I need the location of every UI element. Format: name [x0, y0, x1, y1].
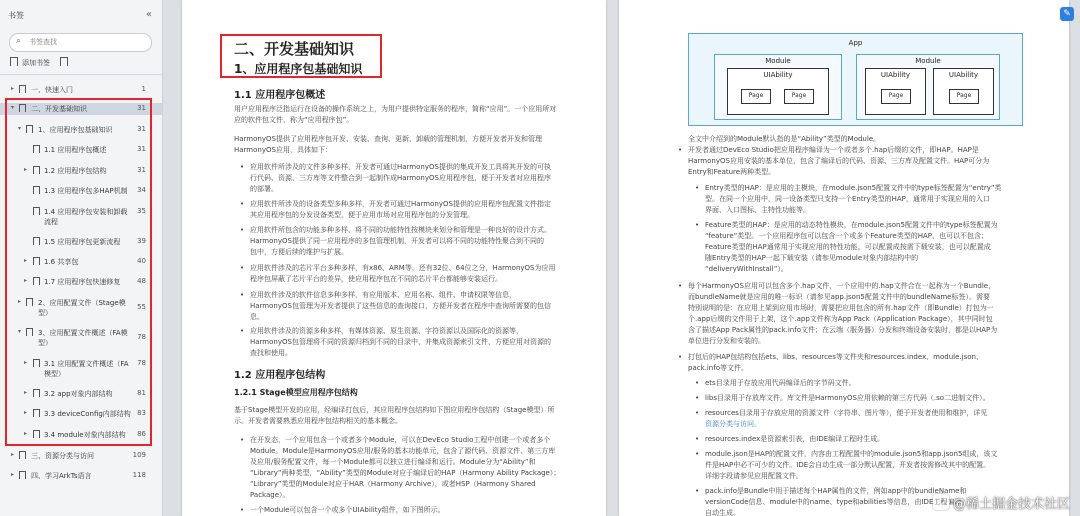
diagram-uiability	[865, 68, 926, 115]
paragraph-line: “Library”两种类型，“Ability”类型的Module对应于编译后的HAP（Harmony Ability Package）；	[250, 469, 561, 477]
toc-label: 型）	[38, 339, 52, 347]
bullet-line: • 打包后的HAP包结构包括ets、libs、resources等文件夹和resources.index、module.json、	[688, 352, 983, 363]
toc-label: 二、开发基础知识	[31, 105, 87, 113]
paragraph-line: 息。	[250, 313, 264, 321]
toc-page: 86	[137, 430, 146, 438]
diagram-page: Page	[741, 89, 771, 104]
diagram-page: Page	[881, 89, 911, 104]
bullet-line: • Entry类型的HAP：是应用的主模块，在module.json5配置文件中的type标签配置为“entry”类	[705, 183, 1002, 194]
paragraph-line: 特别说明的是：在应用上架到应用市场时，需要把应用包含的所有.hap文件（即Bundle）打包为一	[688, 304, 994, 312]
toc-item[interactable]	[0, 85, 162, 95]
toc-page: 31	[137, 104, 146, 112]
floating-tool-icon[interactable]: ✎	[1060, 7, 1074, 21]
toc-label: 2、应用配置文件（Stage模	[38, 299, 126, 307]
bullet-line: • Feature类型的HAP：是应用的动态特性模块，在module.json5配置文件中的type标签配置为	[705, 220, 998, 231]
bullet-line: • pack.info是Bundle中用于描述每个HAP属性的文件，例如app中的bundleName和	[705, 486, 966, 497]
toc-label: 1.4 应用程序包安装和卸载	[44, 208, 128, 216]
toc-label: 四、学习ArkTs语言	[31, 472, 92, 480]
bullet-line: • 应用软件所涉及的设备类型多种多样，开发者可通过HarmonyOS提供的应用程序包配置文件指定	[250, 199, 551, 210]
toc-label: 3.3 deviceConfig内部结构	[44, 410, 131, 418]
paragraph-line: 行代码、资源、三方库等文件整合到一起制作成HarmonyOS应用程序包，便于开发者对应用程序	[250, 174, 551, 182]
chevron-right-icon: ▸	[24, 166, 28, 173]
paragraph-line: Feature类型的HAP通常用于实现应用的特性功能，可以配置成按需下载安装，也可以配置成	[705, 243, 991, 251]
highlight-box	[5, 98, 152, 446]
paragraph-line: “Library”类型的Module对应于HAR（Harmony Archive），或者HSP（Harmony Shared	[250, 480, 536, 488]
diagram-module	[714, 54, 842, 120]
paragraph-line: 全文中介绍到的Module默认指的是“Ability”类型的Module。	[688, 135, 881, 143]
diagram-label-uiability: UIAbility	[880, 71, 911, 79]
paragraph-line: 查找和使用。	[250, 349, 292, 357]
diagram-label-app: App	[848, 39, 863, 47]
toc-page: 31	[137, 145, 146, 153]
watermark-text: @稀土掘金技术社区	[952, 497, 1070, 512]
bullet-line: • 每个HarmonyOS应用可以包含多个.hap文件，一个应用中的.hap文件合在一起称为一个Bundle，	[688, 281, 995, 292]
paragraph-line: 详细字段请参见应用配置文件。	[705, 472, 803, 480]
paragraph-line: 而bundleName就是应用的唯一标识（请参见app.json5配置文件中的bundleName标签）。需要	[688, 293, 990, 301]
document-page	[619, 0, 1069, 516]
toc-page: 55	[137, 303, 146, 311]
chevron-down-icon: ▾	[11, 104, 15, 111]
chevron-right-icon: ▸	[24, 277, 28, 284]
diagram-uiability	[933, 68, 994, 115]
paragraph-line: “deliveryWithInstall”）。	[705, 265, 788, 273]
toc-page: 35	[137, 207, 146, 215]
toc-page: 1	[141, 85, 146, 93]
diagram-page: Page	[949, 89, 979, 104]
diagram-label-uiability: UIAbility	[948, 71, 979, 79]
paragraph-line: 单位进行分发和安装的。	[688, 337, 765, 345]
highlight-box	[220, 34, 382, 78]
paragraph-line: 随Entry类型的HAP一起下载安装（请参见module对象内部结构中的	[705, 254, 919, 262]
toc-page: 31	[137, 166, 146, 174]
diagram-label-uiability: UIAbility	[763, 71, 793, 79]
toc-label: 三、资源分类与访问	[31, 452, 94, 460]
paragraph-line: 基于Stage模型开发的应用，经编译打包后，其应用程序包结构如下图应用程序包结构（Stage模型）所	[234, 406, 555, 414]
toc-page: 78	[137, 359, 146, 367]
paragraph-line: Package）。	[250, 491, 290, 499]
bookmark-icon	[19, 85, 26, 93]
paragraph-line: 示。开发者需要熟悉应用程序包结构相关的基本概念。	[234, 417, 402, 425]
add-bookmark-label: 添加书签	[22, 59, 50, 67]
toc-page: 31	[137, 125, 146, 133]
bullet-line: • ets目录用于存放应用代码编译后的字节码文件。	[705, 378, 856, 389]
bullet-line: • resources目录用于存放应用的资源文件（字符串、图片等），便于开发者使用和维护，详见	[705, 408, 987, 419]
bullet-line: • 应用软件所包含的功能多种多样，将不同的功能特性按模块来划分和管理是一种良好的设计方式。	[250, 225, 551, 236]
bullet-line: • 应用软件涉及的资源多种多样，有媒体资源、原生资源、字符资源以及国际化的资源等，	[250, 326, 523, 337]
paragraph-line: 的部署。	[250, 185, 278, 193]
chevron-right-icon: ▸	[24, 359, 28, 366]
paragraph-line: Entry和Feature两种类型。	[688, 168, 776, 176]
divider	[0, 74, 162, 75]
sidebar-header	[8, 10, 154, 24]
toc-label: 1.2 应用程序包结构	[44, 167, 107, 175]
subsection-heading: 1.1 应用程序包概述	[234, 90, 326, 101]
bookmark-icon	[10, 57, 18, 66]
toc-label: 1.7 应用程序包快速修复	[44, 278, 121, 286]
chevron-right-icon: ▸	[24, 389, 28, 396]
toc-page: 78	[137, 333, 146, 341]
chevron-right-icon: ▸	[24, 257, 28, 264]
toc-label: 流程	[44, 218, 58, 226]
toc-label: 1.1 应用程序包概述	[44, 146, 107, 154]
paragraph-line: 个.app后缀的文件用于上架，这个.app文件称为App Pack（Application Package），其中同时包	[688, 315, 993, 323]
bookmark-search[interactable]	[9, 33, 152, 52]
paragraph-line: pack.info等文件。	[688, 364, 748, 372]
toc-page: 34	[137, 186, 146, 194]
diagram-uiability	[727, 68, 829, 115]
paragraph-line: 包中，方便后续的维护与扩展。	[250, 248, 348, 256]
bookmark-icon[interactable]	[60, 57, 68, 66]
toc-label: 1、应用程序包基础知识	[38, 126, 113, 134]
toc-page: 109	[132, 451, 146, 459]
subsection-heading: 1.2 应用程序包结构	[234, 370, 326, 381]
chevron-right-icon: ▸	[24, 409, 28, 416]
chevron-right-icon: ▸	[11, 471, 15, 478]
resource-link[interactable]: 资源分类与访问。	[705, 420, 761, 428]
bullet-line: • 一个Module可以包含一个或多个UIAbility组件，如下图所示。	[250, 505, 445, 516]
chapter-heading: 二、开发基础知识	[234, 40, 355, 58]
diagram-label-module: Module	[915, 57, 941, 65]
paragraph-line: HarmonyOS包管理为开发者提供了这些信息的查询接口，方便开发者在程序中查询所需要的包信	[250, 302, 551, 310]
bullet-line: • 开发者通过DevEco Studio把应用程序编译为一个或者多个.hap后缀的文件，即HAP。HAP是	[688, 145, 979, 156]
toc-page: 40	[137, 257, 146, 265]
chevron-down-icon: ▾	[18, 328, 22, 335]
toc-label: 1.5 应用程序包更新流程	[44, 238, 121, 246]
bullet-line: • module.json是HAP的配置文件，内容由工程配置中的module.json5和app.json5组成，该文	[705, 449, 997, 460]
paragraph-line: HarmonyOS包管理将不同的资源归档到不同的目录中，并集成资源索引文件，方便应用对资源的	[250, 338, 551, 346]
toc-page: 83	[137, 409, 146, 417]
paragraph-line: Module。Module是HarmonyOS应用/服务的基本功能单元，包含了源代码、资源文件、第三方库	[250, 447, 556, 455]
paragraph-line: 界面、入口图标、主特性功能等。	[705, 206, 810, 214]
bookmark-search-input[interactable]	[29, 36, 139, 48]
paragraph-line: 其应用程序包的分发设备类型，便于应用市场对应用程序包的分发管理。	[250, 211, 474, 219]
paragraph-line: 用户应用程序泛指运行在设备的操作系统之上，为用户提供特定服务的程序，简称“应用”。一个应用所对	[234, 105, 557, 113]
toc-label: 一、快速入门	[31, 86, 73, 94]
bullet-line: • libs目录用于存放库文件。库文件是HarmonyOS应用依赖的第三方代码（.so二进制文件）。	[705, 393, 990, 404]
bullet-line: • resources.index是资源索引表，由IDE编译工程时生成。	[705, 434, 884, 445]
collapse-sidebar-icon[interactable]: «	[145, 9, 152, 20]
chevron-right-icon: ▸	[11, 451, 15, 458]
paragraph-line: 程序包屏蔽了芯片平台的差异，使应用程序包在不同的芯片平台都能够安装运行。	[250, 275, 502, 283]
toc-page: 81	[137, 389, 146, 397]
paragraph-line: HarmonyOS应用，具体如下：	[234, 146, 332, 154]
toc-label: 1.3 应用程序包多HAP机制	[44, 187, 128, 195]
subsection-heading: 1.2.1 Stage模型应用程序包结构	[234, 388, 358, 397]
bullet-line: • 应用软件涉及的软件信息多种多样，有应用版本、应用名称、组件、申请权限等信息，	[250, 290, 516, 301]
paragraph-line: versionCode信息、module中的name、type和abilities等信息，由IDE工程编译	[705, 498, 962, 506]
bookmark-sidebar	[0, 0, 163, 516]
chevron-right-icon: ▸	[11, 85, 15, 92]
paragraph-line: HarmonyOS提供了同一应用程序的多包管理机制，开发者可以将不同的功能特性聚合到不同的	[250, 237, 544, 245]
bookmark-icon	[19, 451, 26, 459]
paragraph-line: “feature”类型。一个应用程序包可以包含一个或多个Feature类型的HAP，也可以不包含；	[705, 232, 989, 240]
paragraph-line: 应的软件包文件，称为“应用程序包”。	[234, 116, 354, 124]
paragraph-line: 型。在同一个应用中，同一设备类型只支持一个Entry类型的HAP，通常用于实现应用的入口	[705, 195, 990, 203]
toc-label: 模型）	[44, 370, 65, 378]
chevron-right-icon: ▸	[18, 298, 22, 305]
bullet-line: • 应用软件所涉及的文件多种多样，开发者可通过HarmonyOS提供的集成开发工具将其开发的可执	[250, 162, 551, 173]
toc-page: 39	[137, 237, 146, 245]
search-icon: ⌕	[16, 36, 22, 46]
toc-page: 48	[137, 277, 146, 285]
toc-label: 型）	[38, 309, 52, 317]
toc-label: 3.2 app对象内部结构	[44, 390, 113, 398]
diagram-module	[856, 54, 1000, 120]
section-heading: 1、应用程序包基础知识	[234, 62, 363, 76]
paragraph-line: 自动生成。	[705, 509, 740, 516]
toc-item[interactable]	[0, 451, 162, 461]
diagram-page: Page	[784, 89, 814, 104]
paragraph-line: 及应用/服务配置文件，每一个Module都可以独立进行编译和运行。Module分为“Ability”和	[250, 458, 536, 466]
paragraph-line: 含了描述App Pack属性的pack.info文件；在云端（服务器）分发和终端设备安装时，都是以HAP为	[688, 326, 998, 334]
paragraph-line: HarmonyOS提供了应用程序包开发、安装、查询、更新、卸载的管理机制，方便开发者开发和管理	[234, 135, 542, 143]
paragraph-line: HarmonyOS应用安装的基本单位，包含了编译后的代码、资源、三方库及配置文件。HAP可分为	[688, 157, 990, 165]
bullet-line: • 应用软件涉及的芯片平台多种多样，有x86、ARM等，还有32位、64位之分，HarmonyOS为应用	[250, 263, 556, 274]
toc-label: 1.6 共享包	[44, 258, 79, 266]
toc-label: 3.1 应用配置文件概述（FA	[44, 360, 129, 368]
juejin-logo-icon	[933, 494, 949, 510]
watermark	[933, 493, 1070, 512]
toc-item[interactable]	[0, 471, 162, 481]
add-bookmark-button[interactable]	[10, 57, 50, 71]
diagram-label-module: Module	[765, 57, 791, 65]
toc-label: 3.4 module对象内部结构	[44, 431, 126, 439]
document-page	[182, 0, 606, 516]
bookmark-icon	[19, 471, 26, 479]
paragraph-line: 件是HAP中必不可少的文件。IDE会自动生成一部分默认配置，开发者按需修改其中的配置。	[705, 461, 991, 469]
chevron-right-icon: ▸	[24, 430, 28, 437]
app-structure-diagram	[688, 33, 1023, 126]
bullet-line: • 在开发态，一个应用包含一个或者多个Module，可以在DevEco Studio工程中创建一个或者多个	[250, 435, 550, 446]
toc-page: 118	[132, 471, 146, 479]
chevron-down-icon: ▾	[18, 125, 22, 132]
sidebar-title: 书签	[8, 11, 24, 20]
toc-label: 3、应用配置文件概述（FA模	[38, 329, 128, 337]
